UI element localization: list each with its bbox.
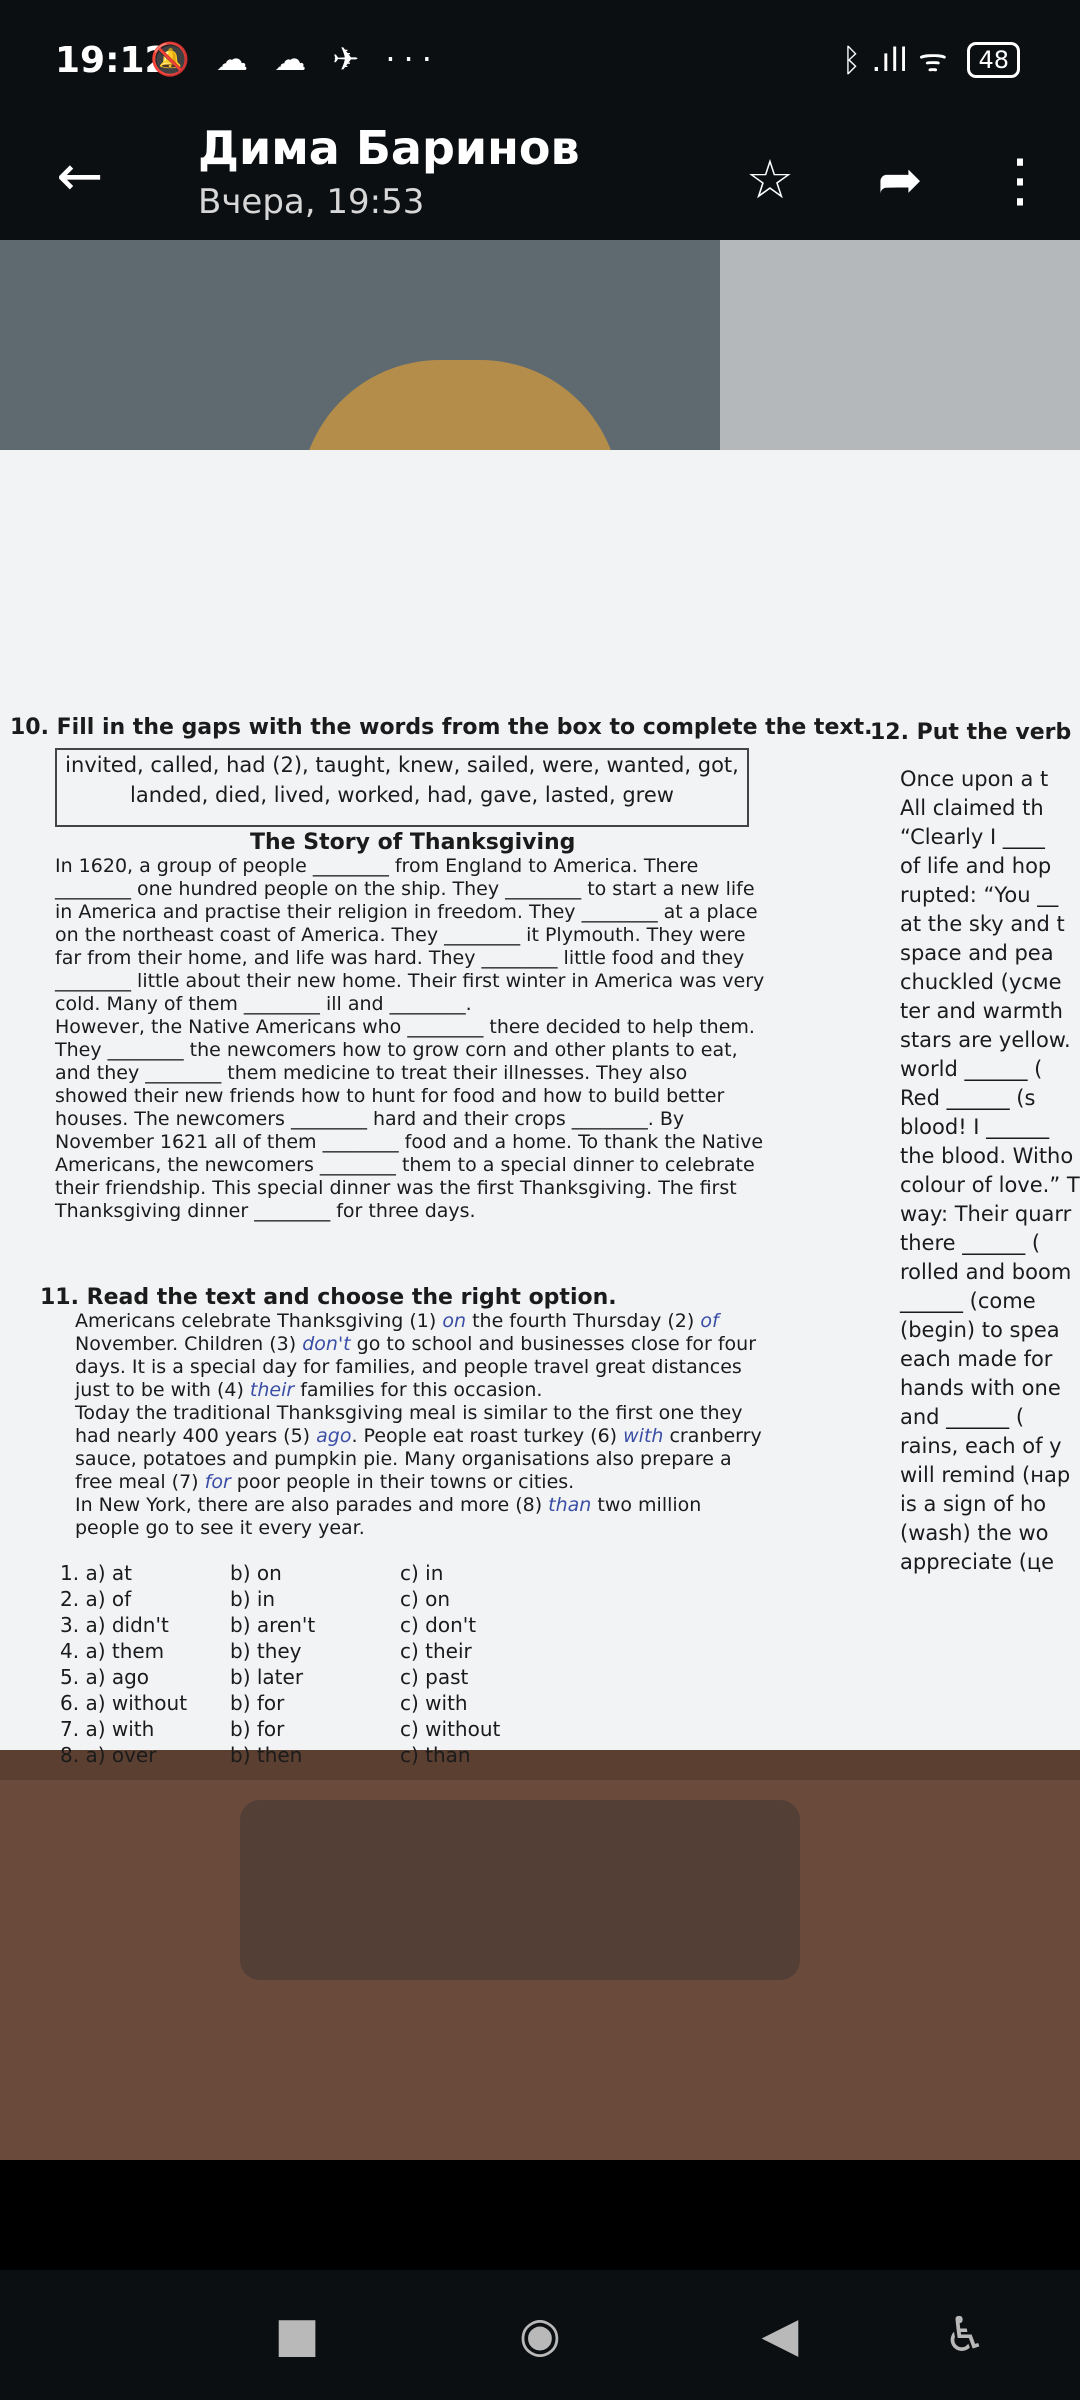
option-row — [60, 1742, 580, 1768]
photo-viewer[interactable] — [0, 240, 1080, 2160]
option-row — [60, 1690, 580, 1716]
handwritten-answer: ago — [316, 1425, 352, 1447]
option: b) on — [230, 1561, 282, 1585]
story-text: In 1620, a group of people ________ from England to America. There ________ one hundred people on the ship. They ________ to start a new life in America and practise their religion in freedom. They ________ at a place on the northeast coast of America. They ________ it Plymouth. They were far from their home, and life was hard. They ________ little food and they ________ little about their new home. Their first winter in America was very cold. Many of them ________ ill and ________. However, the Native Americans who ________ there decided to help them. They ________ the newcomers how to grow corn and other plants to eat, and they ________ them medicine to treat their illnesses. They also showed their new friends how to hunt for food and how to build better houses. The newcomers ________ hard and their crops ________. By November 1621 all of them ________ food and a home. To thank the Native Americans, the newcomers ________ them to a special dinner to celebrate their friendship. This special dinner was the first Thanksgiving. The first Thanksgiving dinner ________ for three days. — [55, 855, 765, 1222]
home-circle-icon[interactable]: ◉ — [519, 2307, 561, 2363]
text-part: . People eat roast turkey (6) — [351, 1425, 624, 1447]
option: b) later — [230, 1665, 304, 1689]
text-part: Americans celebrate Thanksgiving (1) — [75, 1310, 443, 1332]
handwritten-answer: with — [623, 1425, 664, 1447]
textbook-page — [0, 450, 1080, 1767]
more-options-icon[interactable]: ⋮ — [991, 146, 1049, 214]
option: 6. a) without — [60, 1691, 188, 1715]
exercise-10-heading: 10. Fill in the gaps with the words from the box to complete the text. — [10, 715, 873, 740]
exercise-12-text: Once upon a t All claimed th “Clearly I ____ of life and hop rupted: “You __ at the sky and t space and pea chuckled (усме ter and warmth stars are yellow. world ______ ( Red ______ (s blood! I ______ the blood. Witho colour of love.” T way: Their quarr there ______ ( rolled and boom ______ (come (begin) to spea each made for hands with one and ______ ( rains, each of y will remind (нар is a sign of ho (wash) the wo appreciate (це — [900, 767, 1080, 1574]
sent-time: Вчера, 19:53 — [198, 182, 425, 222]
option: b) then — [230, 1743, 303, 1767]
option: c) on — [400, 1587, 451, 1611]
option: 8. a) over — [60, 1743, 157, 1767]
text-part: November. Children (3) — [75, 1333, 303, 1355]
option: c) don't — [400, 1613, 477, 1637]
handwritten-answer: for — [204, 1471, 231, 1493]
notification-icons: 🔕 ☁ ☁ ✈ ··· — [150, 40, 440, 78]
viewer-toolbar — [0, 120, 1080, 240]
option: b) for — [230, 1717, 285, 1741]
share-icon[interactable]: ➦ — [877, 148, 923, 211]
page-content — [0, 450, 1080, 1767]
option: c) with — [400, 1691, 468, 1715]
option: c) in — [400, 1561, 444, 1585]
story-title: The Story of Thanksgiving — [250, 830, 576, 855]
text-part: cranberry sauce, potatoes and pumpkin pie. Many organisations also prepare a free meal (7) — [75, 1425, 762, 1493]
handwritten-answer: don't — [302, 1333, 351, 1355]
option: 4. a) them — [60, 1639, 165, 1663]
option: b) for — [230, 1691, 285, 1715]
text-part: the fourth Thursday (2) — [466, 1310, 701, 1332]
system-nav-bar — [0, 2270, 1080, 2400]
exercise-11-heading: 11. Read the text and choose the right option. — [40, 1285, 617, 1310]
text-part: poor people in their towns or cities. In New York, there are also parades and more (8) — [75, 1471, 575, 1516]
recents-square-icon[interactable]: ■ — [274, 2307, 320, 2363]
option-row — [60, 1560, 580, 1586]
option: b) they — [230, 1639, 302, 1663]
option-row — [60, 1638, 580, 1664]
back-triangle-icon[interactable]: ◀ — [761, 2307, 799, 2363]
sender-name: Дима Баринов — [198, 121, 580, 175]
option: b) in — [230, 1587, 276, 1611]
word-box: invited, called, had (2), taught, knew, sailed, were, wanted, got, landed, died, lived, worked, had, gave, lasted, grew — [55, 748, 749, 827]
accessibility-icon[interactable]: ♿ — [943, 2307, 987, 2363]
exercise-11-text — [75, 1310, 765, 1540]
system-icons — [842, 38, 1020, 81]
text-part: two million people go to see it every year. — [75, 1494, 702, 1539]
option: c) their — [400, 1639, 472, 1663]
option: c) without — [400, 1717, 501, 1741]
bluetooth-signal-wifi-icons: ᛒ .ıll ᯤ — [841, 41, 948, 79]
option: 7. a) with — [60, 1717, 155, 1741]
option-row — [60, 1612, 580, 1638]
option: c) past — [400, 1665, 469, 1689]
option: c) than — [400, 1743, 471, 1767]
battery-icon: 48 — [967, 42, 1020, 78]
text-part: families for this occasion. Today the traditional Thanksgiving meal is similar to the first one they had nearly 400 years (5) — [75, 1379, 743, 1447]
star-icon[interactable]: ☆ — [745, 148, 795, 211]
status-bar — [0, 0, 1080, 120]
option-row — [60, 1716, 580, 1742]
status-time: 19:12 — [55, 40, 170, 81]
answer-options — [60, 1560, 580, 1768]
text-part: go to school and businesses close for four days. It is a special day for families, and people travel great distances just to be with (4) — [75, 1333, 757, 1401]
option: 3. a) didn't — [60, 1613, 169, 1637]
option: 5. a) ago — [60, 1665, 150, 1689]
handwritten-answer: their — [249, 1379, 295, 1401]
option-row — [60, 1586, 580, 1612]
option: 1. a) at — [60, 1561, 132, 1585]
handwritten-answer: on — [442, 1310, 467, 1332]
option-row — [60, 1664, 580, 1690]
option: 2. a) of — [60, 1587, 132, 1611]
background-shadow — [240, 1800, 800, 1980]
background-curtain — [720, 240, 1080, 480]
back-arrow-icon[interactable]: ← — [56, 144, 104, 209]
handwritten-answer: than — [548, 1494, 592, 1516]
handwritten-answer: of — [700, 1310, 719, 1332]
exercise-12-heading: 12. Put the verb — [870, 720, 1072, 745]
option: b) aren't — [230, 1613, 316, 1637]
